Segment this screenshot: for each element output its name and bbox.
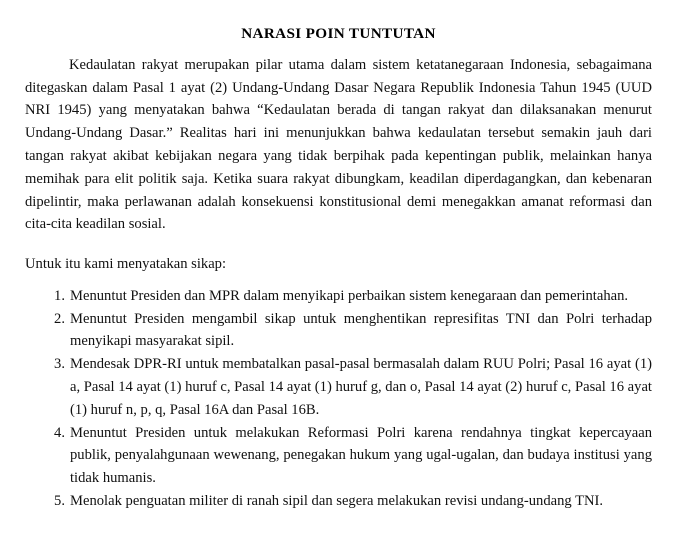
- list-item: [25, 490, 652, 513]
- list-item-number: 4.: [54, 424, 65, 441]
- list-item-text: Menuntut Presiden mengambil sikap untuk menghentikan represifitas TNI dan Polri terhadap menyikapi masyarakat sipil.: [70, 310, 652, 350]
- lead-paragraph: Kedaulatan rakyat merupakan pilar utama dalam sistem ketatanegaraan Indonesia, sebagaimana ditegaskan dalam Pasal 1 ayat (2) Undang-Undang Dasar Negara Republik Indonesia Tahun 1945 (UUD NRI 1945) yang menyatakan bahwa “Kedaulatan berada di tangan rakyat dan dilaksanakan menurut Undang-Undang Dasar.” Realitas hari ini menunjukkan bahwa kedaulatan tersebut semakin jauh dari tangan rakyat akibat kebijakan negara yang tidak berpihak pada kepentingan publik, melainkan hanya memihak para elit politik saja. Ketika suara rakyat dibungkam, keadilan diperdagangkan, dan kebenaran dipelintir, maka perlawanan adalah konsekuensi konstitusional demi menegakkan amanat reformasi dan cita-cita keadilan sosial.: [25, 56, 652, 233]
- page-title: NARASI POIN TUNTUTAN: [241, 25, 436, 42]
- list-item-number: 3.: [54, 356, 65, 373]
- list-item-number: 1.: [54, 287, 65, 304]
- statement-line: Untuk itu kami menyatakan sikap:: [25, 256, 227, 273]
- document-body: [25, 43, 652, 513]
- demand-list: [25, 276, 652, 513]
- list-item: [25, 285, 652, 308]
- list-item-text: Menuntut Presiden dan MPR dalam menyikapi perbaikan sistem kenegaraan dan pemerintahan.: [70, 287, 629, 304]
- list-item: [25, 353, 652, 421]
- list-item-text: Menuntut Presiden untuk melakukan Reformasi Polri karena rendahnya tingkat kepercayaan publik, penyalahgunaan wewenang, penegakan hukum yang ugal-ugalan, dan budaya institusi yang tidak humanis.: [70, 424, 652, 487]
- list-item-text: Mendesak DPR-RI untuk membatalkan pasal-pasal bermasalah dalam RUU Polri; Pasal 16 ayat (1) a, Pasal 14 ayat (1) huruf c, Pasal 14 ayat (1) huruf g, dan o, Pasal 14 ayat (2) huruf c, Pasal 16 ayat (1) huruf n, p, q, Pasal 16A dan Pasal 16B.: [70, 356, 652, 418]
- list-item-number: 5.: [54, 493, 65, 510]
- list-item-number: 2.: [54, 310, 65, 327]
- list-item: [25, 308, 652, 354]
- list-item-text: Menolak penguatan militer di ranah sipil dan segera melakukan revisi undang-undang TNI.: [70, 493, 604, 510]
- list-item: [25, 422, 652, 490]
